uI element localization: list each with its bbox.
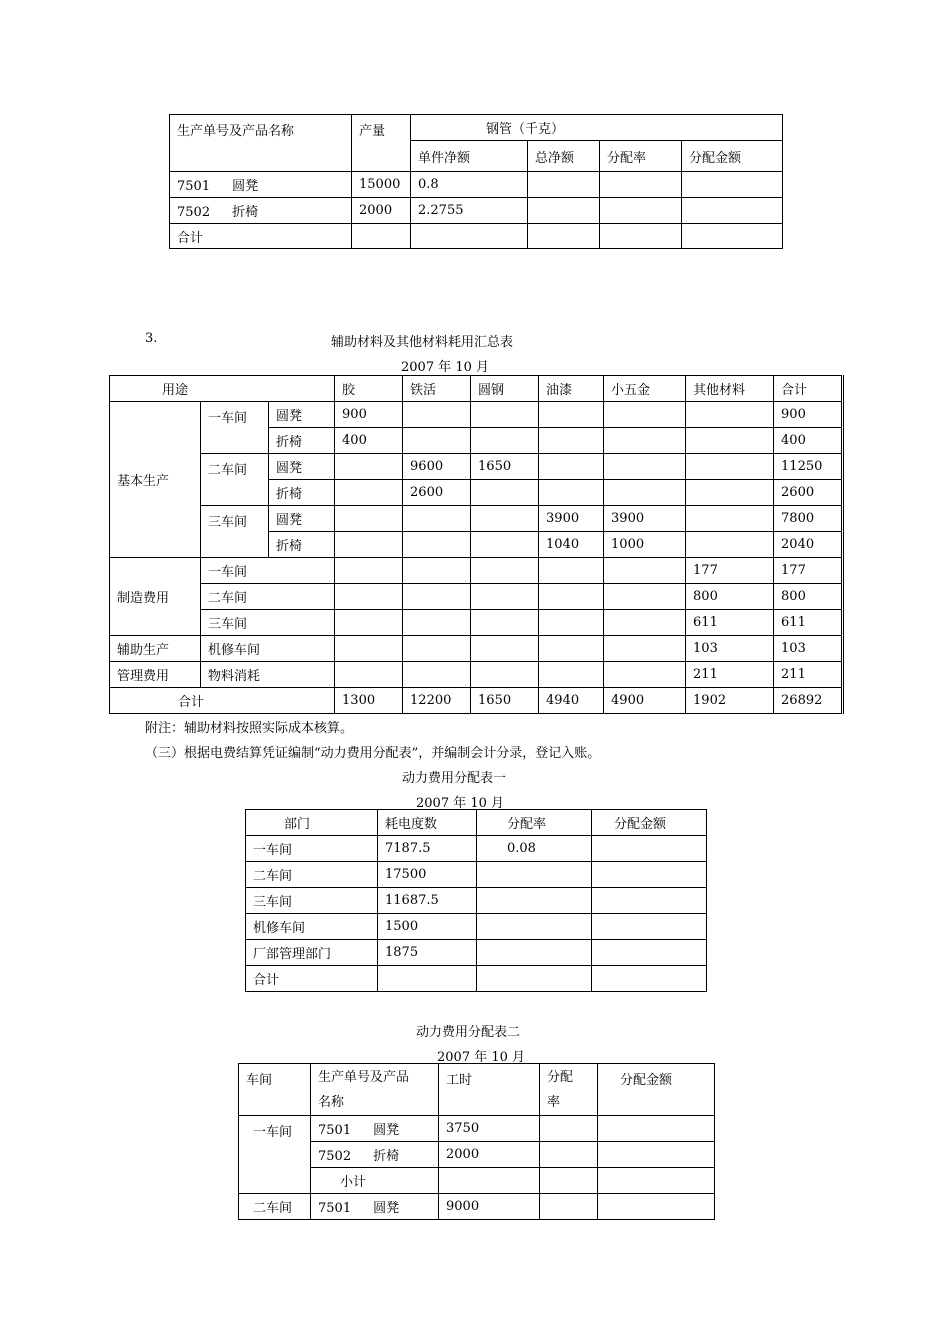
hours-cell: 9000: [439, 1194, 540, 1220]
value-cell: 400: [335, 428, 403, 454]
value-cell: [403, 558, 471, 584]
power-table-1-title: 动力费用分配表一: [402, 771, 507, 786]
amount-cell: [592, 836, 707, 862]
total-cell: 2040: [774, 532, 843, 558]
value-cell: [403, 428, 471, 454]
value-cell: [539, 402, 604, 428]
rate-cell: [477, 888, 592, 914]
product-cell: 折椅: [269, 532, 335, 558]
table-row: [110, 584, 843, 610]
rate-cell: 0.08: [477, 836, 592, 862]
empty-cell: [352, 224, 411, 249]
table-row: [239, 1194, 715, 1220]
value-cell: 2600: [403, 480, 471, 506]
table-row: [110, 454, 843, 480]
workshop-label: 一车间: [201, 402, 269, 454]
header-steel-pipe: 钢管（千克）: [411, 115, 783, 141]
department-cell: 三车间: [246, 888, 378, 914]
empty-cell: [439, 1168, 540, 1194]
header-round-steel: 圆钢: [471, 376, 539, 402]
workshop-label: 一车间: [239, 1116, 311, 1194]
value-cell: [539, 636, 604, 662]
workshop-label: 二车间: [201, 454, 269, 506]
empty-cell: [682, 172, 783, 198]
total-cell: 2600: [774, 480, 843, 506]
empty-cell: [598, 1142, 715, 1168]
value-cell: [471, 610, 539, 636]
value-cell: [604, 402, 686, 428]
value-cell: [335, 610, 403, 636]
power-allocation-table-2: [238, 1063, 715, 1220]
total-cell: 11250: [774, 454, 843, 480]
value-cell: 4940: [539, 688, 604, 714]
header-rate: 分配率: [600, 141, 682, 172]
header-department: 部门: [246, 810, 378, 836]
value-cell: [539, 662, 604, 688]
subtotal-label: 小计: [311, 1168, 439, 1194]
value-cell: [335, 558, 403, 584]
department-cell: 合计: [246, 966, 378, 992]
kwh-cell: 1500: [378, 914, 477, 940]
total-row: [110, 688, 843, 714]
total-cell: 611: [774, 610, 843, 636]
total-row: [246, 966, 707, 992]
table-row: [239, 1142, 715, 1168]
steel-pipe-allocation-table: [169, 114, 783, 249]
empty-cell: [540, 1142, 598, 1168]
value-cell: [604, 480, 686, 506]
table-row: [246, 914, 707, 940]
table-row: [170, 172, 783, 198]
total-cell: 400: [774, 428, 843, 454]
value-cell: [539, 558, 604, 584]
value-cell: [604, 454, 686, 480]
workshop-label: 三车间: [201, 610, 335, 636]
header-hardware: 小五金: [604, 376, 686, 402]
value-cell: [335, 662, 403, 688]
power-allocation-table-1: [245, 809, 707, 992]
table-row: [110, 662, 843, 688]
basic-production-label: 基本生产: [110, 402, 201, 558]
empty-cell: [528, 198, 600, 224]
value-cell: [403, 402, 471, 428]
table-row: [239, 1116, 715, 1142]
value-cell: [403, 584, 471, 610]
empty-cell: [598, 1168, 715, 1194]
total-cell: 103: [774, 636, 843, 662]
value-cell: [403, 636, 471, 662]
empty-cell: [540, 1116, 598, 1142]
value-cell: 3900: [539, 506, 604, 532]
kwh-cell: 7187.5: [378, 836, 477, 862]
table-row: [246, 862, 707, 888]
workshop-label: 二车间: [201, 584, 335, 610]
header-row: [246, 810, 707, 836]
materials-summary-table: [109, 375, 844, 714]
value-cell: 800: [686, 584, 774, 610]
kwh-cell: [378, 966, 477, 992]
item-label: 物料消耗: [201, 662, 335, 688]
value-cell: [471, 480, 539, 506]
empty-cell: [600, 224, 682, 249]
kwh-cell: 11687.5: [378, 888, 477, 914]
amount-cell: [592, 888, 707, 914]
header-workshop: 车间: [239, 1064, 311, 1116]
value-cell: 1902: [686, 688, 774, 714]
total-cell: 900: [774, 402, 843, 428]
value-cell: [604, 662, 686, 688]
value-cell: 103: [686, 636, 774, 662]
rate-cell: [477, 940, 592, 966]
header-ironware: 铁活: [403, 376, 471, 402]
value-cell: 12200: [403, 688, 471, 714]
output-cell: 15000: [352, 172, 411, 198]
empty-cell: [598, 1116, 715, 1142]
workshop-label: 二车间: [239, 1194, 311, 1220]
header-rate: 分配 率: [540, 1064, 598, 1116]
value-cell: [471, 662, 539, 688]
amount-cell: [592, 966, 707, 992]
value-cell: [471, 584, 539, 610]
table-row: [246, 888, 707, 914]
rate-cell: [477, 966, 592, 992]
workshop-label: 一车间: [201, 558, 335, 584]
value-cell: 211: [686, 662, 774, 688]
value-cell: 900: [335, 402, 403, 428]
value-cell: [539, 584, 604, 610]
product-cell: 7501 圆凳: [311, 1194, 439, 1220]
total-cell: 26892: [774, 688, 843, 714]
header-amount: 分配金额: [598, 1064, 715, 1116]
value-cell: [335, 454, 403, 480]
instruction-text: （三）根据电费结算凭证编制“动力费用分配表”，并编制会计分录，登记入账。: [145, 746, 601, 761]
header-unit-net: 单件净额: [411, 141, 528, 172]
department-cell: 一车间: [246, 836, 378, 862]
value-cell: 1650: [471, 688, 539, 714]
total-row: [170, 224, 783, 249]
value-cell: [471, 558, 539, 584]
value-cell: [471, 506, 539, 532]
unit-net-cell: 0.8: [411, 172, 528, 198]
manufacturing-label: 制造费用: [110, 558, 201, 636]
value-cell: [686, 402, 774, 428]
amount-cell: [592, 914, 707, 940]
value-cell: [335, 636, 403, 662]
value-cell: [335, 532, 403, 558]
empty-cell: [528, 224, 600, 249]
unit-net-cell: 2.2755: [411, 198, 528, 224]
value-cell: [471, 402, 539, 428]
empty-cell: [682, 224, 783, 249]
empty-cell: [600, 172, 682, 198]
header-product: 生产单号及产品名称: [170, 115, 352, 172]
total-cell: 211: [774, 662, 843, 688]
department-cell: 厂部管理部门: [246, 940, 378, 966]
header-row: [239, 1064, 715, 1116]
value-cell: [686, 454, 774, 480]
value-cell: [604, 558, 686, 584]
table-row: [110, 558, 843, 584]
product-cell: 折椅: [269, 480, 335, 506]
value-cell: [686, 506, 774, 532]
header-total: 合计: [774, 376, 843, 402]
value-cell: 9600: [403, 454, 471, 480]
value-cell: [403, 506, 471, 532]
value-cell: 4900: [604, 688, 686, 714]
value-cell: [686, 532, 774, 558]
workshop-label: 机修车间: [201, 636, 335, 662]
product-cell: 7502 折椅: [311, 1142, 439, 1168]
value-cell: [604, 584, 686, 610]
value-cell: [471, 636, 539, 662]
product-cell: 7501 圆凳: [170, 172, 352, 198]
total-cell: 800: [774, 584, 843, 610]
header-total-net: 总净额: [528, 141, 600, 172]
value-cell: [539, 454, 604, 480]
table-row: [110, 506, 843, 532]
value-cell: 1300: [335, 688, 403, 714]
header-paint: 油漆: [539, 376, 604, 402]
table-row: [110, 402, 843, 428]
product-cell: 圆凳: [269, 506, 335, 532]
value-cell: 1650: [471, 454, 539, 480]
value-cell: 1000: [604, 532, 686, 558]
empty-cell: [411, 224, 528, 249]
value-cell: [335, 480, 403, 506]
product-cell: 7501 圆凳: [311, 1116, 439, 1142]
total-cell: 7800: [774, 506, 843, 532]
total-label: 合计: [170, 224, 352, 249]
table-row: [110, 610, 843, 636]
value-cell: 177: [686, 558, 774, 584]
product-cell: 折椅: [269, 428, 335, 454]
header-row: [110, 376, 843, 402]
value-cell: [335, 584, 403, 610]
section-number: 3.: [145, 331, 158, 346]
empty-cell: [600, 198, 682, 224]
empty-cell: [540, 1194, 598, 1220]
header-other: 其他材料: [686, 376, 774, 402]
kwh-cell: 1875: [378, 940, 477, 966]
power-table-1-date: 2007 年 10 月: [416, 796, 505, 811]
workshop-label: 三车间: [201, 506, 269, 558]
value-cell: [539, 610, 604, 636]
total-label: 合计: [110, 688, 335, 714]
power-table-2-title: 动力费用分配表二: [416, 1025, 521, 1040]
table-row: [246, 940, 707, 966]
header-amount: 分配金额: [682, 141, 783, 172]
table-row: [170, 198, 783, 224]
product-cell: 圆凳: [269, 454, 335, 480]
product-cell: 圆凳: [269, 402, 335, 428]
empty-cell: [540, 1168, 598, 1194]
product-cell: 7502 折椅: [170, 198, 352, 224]
value-cell: [686, 480, 774, 506]
empty-cell: [598, 1194, 715, 1220]
value-cell: [539, 480, 604, 506]
total-cell: 177: [774, 558, 843, 584]
value-cell: [335, 506, 403, 532]
header-kwh: 耗电度数: [378, 810, 477, 836]
value-cell: [403, 662, 471, 688]
value-cell: 1040: [539, 532, 604, 558]
header-purpose: 用途: [110, 376, 335, 402]
empty-cell: [682, 198, 783, 224]
power-table-2-date: 2007 年 10 月: [437, 1050, 526, 1065]
empty-cell: [528, 172, 600, 198]
value-cell: [604, 428, 686, 454]
header-product: 生产单号及产品 名称: [311, 1064, 439, 1116]
section-date: 2007 年 10 月: [401, 360, 490, 375]
rate-cell: [477, 914, 592, 940]
header-amount: 分配金额: [592, 810, 707, 836]
subtotal-row: [239, 1168, 715, 1194]
value-cell: [604, 636, 686, 662]
header-glue: 胶: [335, 376, 403, 402]
amount-cell: [592, 862, 707, 888]
header-output: 产量: [352, 115, 411, 172]
department-cell: 二车间: [246, 862, 378, 888]
value-cell: [604, 610, 686, 636]
header-rate: 分配率: [477, 810, 592, 836]
note-text: 附注：辅助材料按照实际成本核算。: [145, 721, 354, 736]
kwh-cell: 17500: [378, 862, 477, 888]
value-cell: [403, 610, 471, 636]
auxiliary-label: 辅助生产: [110, 636, 201, 662]
value-cell: [471, 428, 539, 454]
header-hours: 工时: [439, 1064, 540, 1116]
amount-cell: [592, 940, 707, 966]
value-cell: [471, 532, 539, 558]
output-cell: 2000: [352, 198, 411, 224]
hours-cell: 3750: [439, 1116, 540, 1142]
table-row: [110, 636, 843, 662]
value-cell: [686, 428, 774, 454]
value-cell: [403, 532, 471, 558]
value-cell: [539, 428, 604, 454]
department-cell: 机修车间: [246, 914, 378, 940]
value-cell: 611: [686, 610, 774, 636]
hours-cell: 2000: [439, 1142, 540, 1168]
admin-label: 管理费用: [110, 662, 201, 688]
rate-cell: [477, 862, 592, 888]
section-title: 辅助材料及其他材料耗用汇总表: [331, 335, 514, 350]
table-row: [246, 836, 707, 862]
value-cell: 3900: [604, 506, 686, 532]
